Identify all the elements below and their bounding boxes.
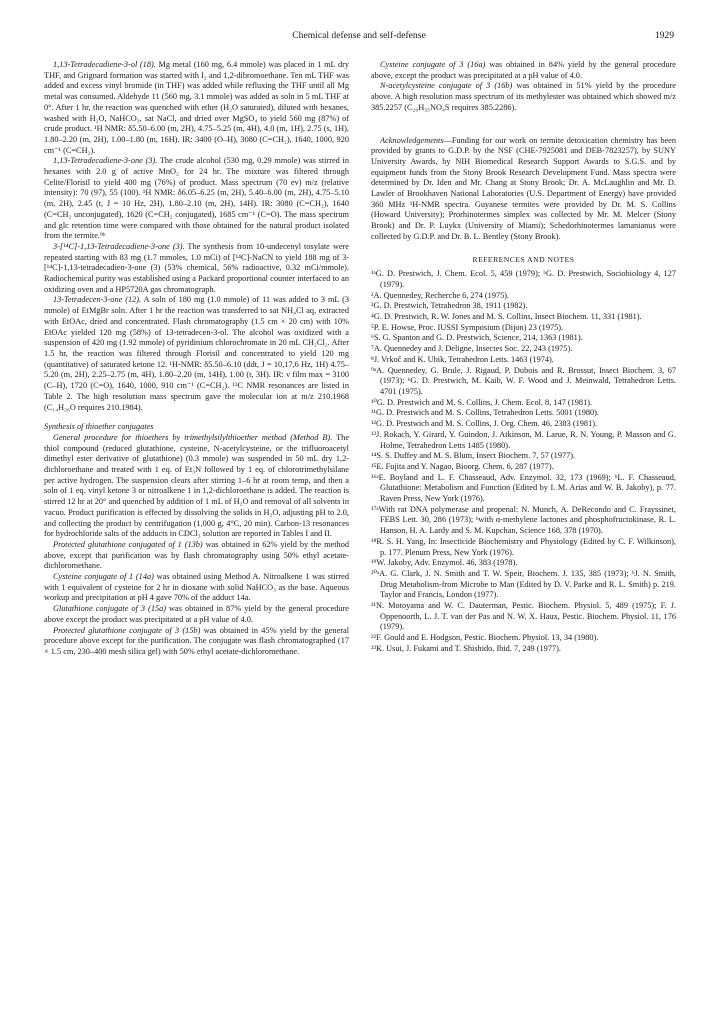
left-column xyxy=(44,60,349,658)
reference-item: ¹²G. D. Prestwich and M. S. Collins, J. Org. Chem. 46, 2383 (1981). xyxy=(371,419,598,429)
spacer xyxy=(371,114,676,136)
reference-item: ¹⁷ᵃWith rat DNA polymerase and propenal: N. Munch, A. DeRecondo and C. Frayssinet, FEBS Lett. 30, 286 (1973); ᵇwith α-methylene lactones and phosphofructokinase, R. L. Hanson, H. A. Lardy and S. M. Kupchan, Science 168, 378 (1970). xyxy=(371,504,676,536)
reference-item: ²⁰ᵃA. G. Clark, J. N. Smith and T. W. Speir, Biochem. J. 135, 385 (1973); ᵇJ. N. Smith, Drug Metabolism-from Microbe to Man (Edited by D. V. Parke and R. L. Smith) p. 219. Taylor and Francis, London (1977). xyxy=(371,568,676,600)
paragraph: Glutathione conjugate of 3 (15a) was obtained in 87% yield by the general procedure above except the product was precipitated at a pH value of 4.0. xyxy=(44,604,349,624)
reference-item: ⁹ᵃA. Quennedey, G. Brule, J. Rigaud, P. Dubois and R. Brossut, Insect Biochem. 3, 67 (1973); ᵇG. D. Prestwich, M. Kaib, W. F. Wood and J. Meinwald, Tetrahedron Letts. 4701 (1975). xyxy=(371,365,676,396)
paragraph: 3-[¹⁴C]-1,13-Tetradecadiene-3-one (3). The synthesis from 10-undecenyl tosylate were repeated starting with 83 mg (1.7 mmoles, 1.0 mCi) of [¹⁴C]-NaCN to yield 188 mg of 3-[¹⁴C]-1,13-tetradecadien-3-one (3) (53% chemical, 56% radioactive, 0.32 mCi/mmole). Radiochemical purity was established using a Packard proportional counter interfaced to an oxidizing oven and a HP5720A gas chromatograph. xyxy=(44,241,349,294)
reference-item: ¹¹G. D. Prestwich and M. S. Collins, Tetrahedron Letts. 5001 (1980). xyxy=(371,408,600,418)
paragraph: Cysteine conjugate of 3 (16a) was obtained in 84% yield by the general procedure above, except the product was precipitated at a pH value of 4.0. xyxy=(371,60,676,80)
reference-item: ⁷A. Quennedey and J. Deligne, Insectes Soc. 22, 243 (1975). xyxy=(371,344,573,354)
reference-item: ²A. Quennedey, Recherche 6, 274 (1975). xyxy=(371,290,510,300)
reference-item: ²²F. Gould and E. Hodgson, Pestic. Biochem. Physiol. 13, 34 (1980). xyxy=(371,633,599,643)
reference-item: ⁸J. Vrkoč and K. Ubik, Tetrahedron Letts. 1463 (1974). xyxy=(371,354,554,364)
paragraph: 13-Tetradecen-3-one (12). A soln of 180 mg (1.0 mmole) of 11 was added to 3 mL (3 mmole) of EtMgBr soln. After 1 hr the reaction was transferred to sat NH₄Cl aq, extracted with EtOAc, dried and concentrated. Flash chromatography (1.5 cm × 20 cm) with 10% EtOAc yielded 120 mg (58%) of 13-tetradecen-3-ol. The alcohol was oxidized with a suspension of 420 mg (1.92 mmole) of pyridinium chlorochromate in 20 mL CH₂Cl₂. After 1.5 hr, the reaction was filtered through Florisil and concentrated to yield 120 mg (quantitative) of saturated ketone 12. ¹H-NMR: δ5.50–6.10 (ddt, J = 10,17,6 Hz, 1H) 4.75–5.20 (m, 2H), 2.25–2.75 (m, 4H), 1.80–2.20 (m, 14H), 1.00 (t, 3H). IR: ν film max = 3100 (C–H), 1720 (C=O), 1640, 1000, 910 cm⁻¹ (C=CH₂). ¹³C NMR resonances are listed in Table 2. The high resolution mass spectrum gave the molecular ion at m/z 210.1968 (C₁₄H₂₆O requires 210.1984). xyxy=(44,295,349,412)
reference-item: ¹⁸R. S. H. Yang, In: Insecticide Biochemistry and Physiology (Edited by C. F. Wilkinson), p. 177. Plenum Press, New York (1976). xyxy=(371,536,676,557)
reference-item: ¹⁵E. Fujita and Y. Nagao, Bioorg. Chem. 6, 287 (1977). xyxy=(371,461,554,471)
page-number: 1929 xyxy=(654,30,674,41)
running-title: Chemical defense and self-defense xyxy=(292,30,426,41)
right-column xyxy=(371,60,676,655)
paragraph: Protected glutathione conjugate of 3 (15b) was obtained in 45% yield by the general procedure above except for the purification. The conjugate was flash chromatographed (17 × 1.5 cm, 230–400 mesh silica gel) with 50% ethyl acetate-dichloromethane. xyxy=(44,625,349,656)
reference-item: ¹⁶ᵃE. Boyland and L. F. Chasseaud, Adv. Enzymol. 32, 173 (1969); ᵇL. F. Chasseaud, Glutathione: Metabolism and Function (Edited by I. M. Arias and W. B. Jakoby), p. 77. Raven Press, New York (1976). xyxy=(371,472,676,504)
section-heading: Synthesis of thioether conjugates xyxy=(44,422,154,432)
reference-item: ¹ᵃG. D. Prestwich, J. Chem. Ecol. 5, 459 (1979); ᵇG. D. Prestwich, Sociobiology 4, 127 (1979). xyxy=(371,269,676,289)
paragraph: 1,13-Tetradecadiene-3-one (3). The crude alcohol (530 mg, 0.29 mmole) was stirred in hexanes with 2.0 g of active MnO₂ for 24 hr. The mixture was filtered through Celite/Florisil to yield 400 mg (76%) of product. Mass spectrum (70 ev) m/z (relative intensity): 70 (97), 55 (100). ¹H NMR: δ6.05–6.25 (m, 2H), 5.40–6.00 (m, 2H), 4.75–5.10 (m, 2H), 2.45 (t, J = 10 Hz, 2H), 1.80–2.10 (m, 2H), 14H). IR: 3080 (C=CH₂), 1640 (C=CH₂ unconjugated), 1620 (C=CH₂ conjugated), 1685 cm⁻¹ (C=O). The mass spectrum and glc retention time were compared with those obtained for the natural product isolated from the termite.⁹ᵇ xyxy=(44,156,350,241)
reference-item: ¹³J. Rokach, Y. Girard, Y. Guindon, J. Atkinson, M. Larue, R. N. Young, P. Masson and G. Holme, Tetrahedron Letts 1485 (1980). xyxy=(371,429,676,450)
reference-item: ²³K. Usui, J. Fukami and T. Shishido, Ibid. 7, 249 (1977). xyxy=(371,643,561,653)
acknowledgements: Acknowledgements—Funding for our work on termite detoxication chemistry has been provided by grants to G.D.P. by the NSF (CHE-7925081 and DEB-7823257), by SUNY University Awards, by NIH Biomedical Research Support Awards to S.G.S. and by equipment funds from the Stony Brook Research Development Fund. Mass spectra were determined by Dr. Iden and Mr. Chang at Stony Brook; Dr. A. McLaughlin and Mr. D. Lawler of Brookhaven National Laboratories (U.S. Department of Energy) have provided 360 MHz ¹H-NMR spectra. Guyanese termites were provided by Dr. M. S. Collins (Howard University); Prorhinotermes simplex was collected by Mr. M. Melcer (Stony Brook) and Dr. P. Luykx (University of Miami); Schedorhinotermes lamanianus were collected by G.D.P. and Dr. B. L. Bentley (Stony Brook). xyxy=(371,135,676,241)
paragraph: Cysteine conjugate of 1 (14a) was obtained using Method A. Nitroalkene 1 was stirred with 1 equivalent of cysteine for 2 hr in dioxane with solid NaHCO₃ as the base. Aqueous workup and precipitation at pH 4 gave 70% of the adduct 14a. xyxy=(44,572,349,603)
reference-item: ¹⁴S. S. Duffey and M. S. Blum, Insect Biochem. 7, 57 (1977). xyxy=(371,451,576,461)
paragraph: Protected glutathione conjugated of 1 (13b) was obtained in 62% yield by the method above, except that purification was by flash chromatography using 50% ethyl acetate-dichloromethane. xyxy=(44,539,349,571)
running-header xyxy=(44,30,674,44)
paragraph: General procedure for thioethers by trimethylsilylthioether method (Method B). The thiol compound (reduced glutathione, cysteine, N-acetylcysteine, or the trifluoroacetyl dimethyl ester derivative of glutathione) (0.3 mmole) was suspended in 50 mL dry 1,2-dichloroethane and treated with 1 eq. of Et₃N followed by 1 eq. of chlorotrimethylsilane per active hydrogen. The suspension clears after stirring 1–6 hr at room temp, and then a soln of 1 eq. vinyl ketone 3 or nitroalkene 1 in 1,2-dichloroethane is added. The reaction is stirred 12 hr at 20° and quenched by addition of 1 mL of H₂O and removal of all solvents in vacuo. Product purification is effected by dissolving the solids in H₂O, adjusting pH to 2.0, and collecting the product by centrifugation (1,000 g, 4°C, 20 min). Carbon-13 resonances for hydrochloride salts of the adducts in CDCl₃ solution are reported in Tables I and II. xyxy=(44,432,349,539)
reference-item: ¹⁰G. D. Prestwich and M. S. Collins, J. Chem. Ecol. 8, 147 (1981). xyxy=(371,397,593,407)
reference-item: ¹⁹W. Jakoby, Adv. Enzymol. 46, 383 (1978). xyxy=(371,558,518,568)
reference-item: ⁴G. D. Prestwich, R. W. Jones and M. S. Collins, Insect Biochem. 11, 331 (1981). xyxy=(371,312,642,322)
references-heading: REFERENCES AND NOTES xyxy=(472,254,575,264)
reference-item: ⁵P. E. Howse, Proc. IUSSI Symposium (Dijon) 23 (1975). xyxy=(371,322,564,332)
reference-item: ³G. D. Prestwich, Tetrahedron 38, 1911 (1982). xyxy=(371,301,528,311)
paragraph: N-acetylcysteine conjugate of 3 (16b) was obtained in 51% yield by the procedure above. A high resolution mass spectrum of its methylester was obtained which showed m/z 385.2257 (C₂₀H₃₅NO₄S requires 385.2286). xyxy=(371,81,676,112)
reference-item: ²¹N. Motoyama and W. C. Dauterman, Pestic. Biochem. Physiol. 5, 489 (1975); F. J. Oppenoorth, L. J. T. van der Pas and N. W. X. Haux, Pestic. Biochem. Physiol. 11, 176 (1979). xyxy=(371,601,676,632)
reference-item: ⁶S. G. Spanton and G. D. Prestwich, Science, 214, 1363 (1981). xyxy=(371,333,583,343)
reference-list xyxy=(371,269,676,654)
paragraph: 1,13-Tetradecadiene-3-ol (18). Mg metal (160 mg, 6.4 mmole) was placed in 1 mL dry THF, and Grignard formation was started with I₂ and 1,2-dibromoethane. Ten mL THF was added and excess vinyl bromide (in THF) was added while refluxing the THF until all Mg metal was consumed. Aldehyde 11 (560 mg, 3.1 mmole) was added as soln in 5 mL THF at 0°. After 1 hr, the reaction was quenched with ether (H₂O saturated), diluted with hexanes, washed with H₂O, NaHCO₃, sat NaCl, and dried over MgSO₄ to yield 560 mg (87%) of crude product. ¹H NMR: δ5.50–6.00 (m, 2H), 4.75–5.25 (m, 4H), 4.0 (m, 1H), 2.75 (s, 1H), 1.80–2.20 (m, 2H), 1.00–1.80 (m, 16H). IR: 3400 (O–H), 3080 (C=CH₂), 1640, 1000, 920 cm⁻¹ (C=CH₂). xyxy=(44,60,349,155)
